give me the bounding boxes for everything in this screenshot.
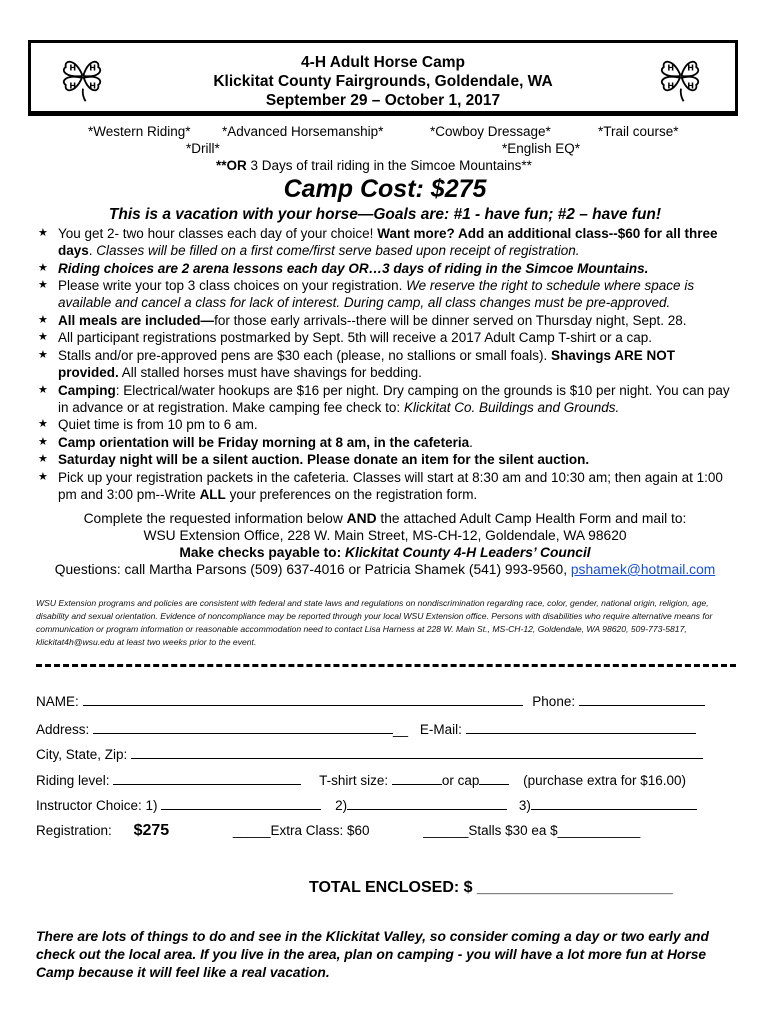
- option-english: *English EQ*: [502, 141, 581, 156]
- city-label: City, State, Zip:: [36, 747, 128, 762]
- list-item: ★ Riding choices are 2 arena lessons each day OR…3 days of riding in the Simcoe Mountains.: [38, 260, 649, 276]
- instructor-choice-label: Instructor Choice: 1): [36, 798, 158, 813]
- tshirt-size-field[interactable]: [392, 772, 442, 785]
- header-box: [28, 40, 738, 116]
- address-label: Address:: [36, 722, 90, 737]
- camp-location: Klickitat County Fairgrounds, Goldendale, WA: [213, 73, 553, 90]
- list-item: ★ All meals are included—for those early arrivals--there will be dinner served on Thursday night, Sept. 28.: [38, 312, 687, 328]
- star-bullet-icon: ★: [38, 227, 48, 239]
- star-bullet-icon: ★: [38, 435, 48, 448]
- svg-text:H: H: [687, 80, 694, 91]
- svg-text:H: H: [89, 80, 96, 91]
- riding-level-field[interactable]: [113, 772, 301, 785]
- extra-purchase-note: (purchase extra for $16.00): [523, 773, 686, 788]
- name-label: NAME:: [36, 694, 79, 709]
- option-trail: *Trail course*: [598, 124, 679, 139]
- address-row: [36, 721, 696, 737]
- extra-class-field[interactable]: _____Extra Class: $60: [232, 823, 370, 838]
- option-trail-days: **OR 3 Days of trail riding in the Simcoe Mountains**: [216, 158, 532, 173]
- questions-contact: Questions: call Martha Parsons (509) 637-4016 or Patricia Shamek (541) 993-9560, pshamek@hotmail.com: [54, 562, 716, 577]
- tagline: This is a vacation with your horse—Goals are: #1 - have fun; #2 – have fun!: [108, 206, 662, 223]
- instructor-row: [36, 797, 697, 813]
- svg-text:H: H: [89, 62, 96, 73]
- star-bullet-icon: ★: [38, 331, 48, 344]
- registration-label: Registration:: [36, 823, 112, 838]
- star-bullet-icon: ★: [38, 313, 48, 326]
- address-field[interactable]: [93, 721, 393, 734]
- name-field[interactable]: [83, 693, 523, 706]
- camp-dates: September 29 – October 1, 2017: [265, 92, 501, 109]
- info-bullet-list: [38, 225, 738, 504]
- registration-row: [36, 822, 640, 840]
- list-item: ★ Please write your top 3 class choices on your registration. We reserve the right to schedule where space is available and cancel a class for lack of interest. During camp, all class changes must be pre-approved.: [38, 278, 695, 311]
- svg-text:H: H: [667, 80, 675, 91]
- instructor-choice-3-field[interactable]: [531, 797, 697, 810]
- list-item: ★ You get 2- two hour classes each day of your choice! Want more? Add an additional class--$60 for all three days. Classes will be filled on a first come/first serve based upon receipt of registration.: [38, 226, 718, 258]
- eeo-statement: WSU Extension programs and policies are consistent with federal and state laws and regulations on nondiscrimination regarding race, color, gender, national origin, religion, age, disability and sexual orientation. Evidence of noncompliance may be reported through your local WSU Extension office. Persons with disabilities who require alternative means for communication or program information or reasonable accommodation need to contact Lisa Harness at 228 W. Main St., MS-CH-12, Goldendale, WA 98620, 509-773-5817, klickitat4h@wsu.edu at least two weeks prior to the event.: [36, 598, 713, 647]
- email-field[interactable]: [466, 721, 696, 734]
- cap-label: or cap: [441, 773, 480, 788]
- choice-3-label: 3): [518, 798, 531, 813]
- instructor-choice-2-field[interactable]: [347, 797, 507, 810]
- email-label: E-Mail:: [419, 722, 462, 737]
- closing-note: There are lots of things to do and see in the Klickitat Valley, so consider coming a day or two early and check out the local area. If you live in the area, plan on camping - you will have a lot more fun at Horse Camp because it will feel like a real vacation.: [36, 929, 709, 980]
- star-bullet-icon: ★: [38, 453, 48, 466]
- email-link[interactable]: pshamek@hotmail.com: [570, 562, 716, 577]
- riding-row: [36, 772, 686, 788]
- svg-text:H: H: [69, 80, 77, 91]
- checks-payable: Make checks payable to: Klickitat County 4-H Leaders’ Council: [179, 545, 591, 560]
- city-state-zip-field[interactable]: [131, 746, 703, 759]
- choice-2-label: 2): [335, 798, 348, 813]
- list-item: ★ Saturday night will be a silent auction. Please donate an item for the silent auction.: [38, 452, 590, 468]
- svg-text:H: H: [687, 62, 694, 73]
- tshirt-label: T-shirt size:: [319, 773, 389, 788]
- riding-level-label: Riding level:: [36, 773, 110, 788]
- city-row: [36, 746, 703, 762]
- option-advanced: *Advanced Horsemanship*: [222, 124, 384, 139]
- star-bullet-icon: ★: [38, 383, 48, 396]
- address-field-suffix: __: [393, 722, 409, 737]
- cut-line-divider: [36, 664, 736, 667]
- star-bullet-icon: ★: [38, 279, 48, 292]
- camp-cost: Camp Cost: $275: [283, 175, 487, 203]
- name-row: [36, 693, 705, 709]
- list-item: ★ Quiet time is from 10 pm to 6 am.: [38, 417, 258, 433]
- 4h-clover-icon: [653, 49, 707, 103]
- mail-instructions: Complete the requested information below AND the attached Adult Camp Health Form and mail to:: [83, 511, 687, 526]
- phone-label: Phone:: [532, 694, 576, 709]
- stalls-field[interactable]: ______Stalls $30 ea $___________: [423, 823, 641, 838]
- cap-field[interactable]: [479, 772, 509, 785]
- instructor-choice-1-field[interactable]: [161, 797, 321, 810]
- star-bullet-icon: ★: [38, 418, 48, 431]
- phone-field[interactable]: [579, 693, 705, 706]
- header-titles: [31, 53, 735, 110]
- list-item: ★ Camping: Electrical/water hookups are $16 per night. Dry camping on the grounds is $10 per night. You can pay in advance or at registration. Make camping fee check to: Klickitat Co. Buildings and Grounds.: [38, 382, 730, 415]
- svg-text:H: H: [667, 62, 675, 73]
- list-item: ★ All participant registrations postmarked by Sept. 5th will receive a 2017 Adult Camp T-shirt or a cap.: [38, 330, 653, 346]
- option-cowboy: *Cowboy Dressage*: [430, 124, 551, 139]
- camp-title: 4-H Adult Horse Camp: [301, 54, 465, 71]
- star-bullet-icon: ★: [38, 261, 48, 274]
- total-enclosed-field[interactable]: TOTAL ENCLOSED: $ ______________________: [309, 879, 673, 896]
- list-item: ★ Stalls and/or pre-approved pens are $30 each (please, no stallions or small foals). Shavings ARE NOT provided. All stalled horses must have shavings for bedding.: [38, 347, 676, 380]
- mail-address: WSU Extension Office, 228 W. Main Street, MS-CH-12, Goldendale, WA 98620: [143, 528, 627, 543]
- option-western: *Western Riding*: [88, 124, 191, 139]
- list-item: ★ Pick up your registration packets in the cafeteria. Classes will start at 8:30 am and 10:30 am; then again at 1:00 pm and 3:00 pm--Write ALL your preferences on the registration form.: [38, 469, 723, 502]
- registration-price: $275: [133, 822, 170, 839]
- star-bullet-icon: ★: [38, 348, 48, 361]
- option-drill: *Drill*: [186, 141, 220, 156]
- list-item: ★ Camp orientation will be Friday morning at 8 am, in the cafeteria.: [38, 434, 473, 450]
- svg-text:H: H: [69, 62, 77, 73]
- star-bullet-icon: ★: [38, 470, 48, 483]
